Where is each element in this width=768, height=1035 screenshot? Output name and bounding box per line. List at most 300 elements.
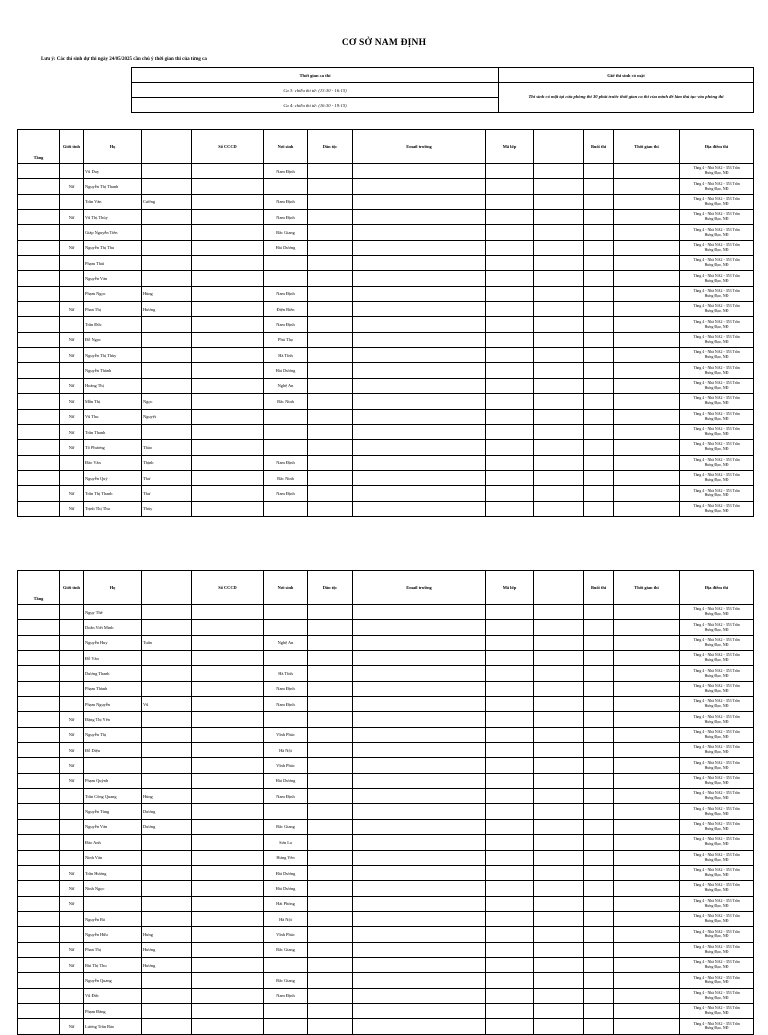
cccd-cell [192, 911, 264, 926]
location-cell [680, 865, 754, 880]
location-line-2: Hưng Đạo, NĐ [704, 734, 729, 739]
header-gender: Giới tính [60, 571, 84, 605]
buoithi-cell [584, 225, 614, 240]
ho-cell: Nguyễn Thị Thùy [84, 348, 142, 363]
ten-cell [142, 973, 192, 988]
malop-cell [486, 743, 534, 758]
noisinh-cell: Phú Thọ [264, 332, 308, 347]
malop-cell [486, 1003, 534, 1018]
ho-cell: Vũ Đức [84, 988, 142, 1003]
location-line-1: Tầng 4 - Nhà NA2 - 353 Trần [693, 381, 740, 386]
cccd-cell [192, 210, 264, 225]
ten-cell: Tuấn [142, 635, 192, 650]
table-row [18, 850, 754, 865]
extra-cell [534, 440, 584, 455]
buoithi-cell [584, 501, 614, 516]
tang-cell [18, 681, 60, 696]
extra-cell [534, 332, 584, 347]
email-cell [353, 804, 486, 819]
dantoc-cell [308, 635, 353, 650]
buoithi-cell [584, 881, 614, 896]
dantoc-cell [308, 409, 353, 424]
location-line-1: Tầng 4 - Nhà NA2 - 353 Trần [693, 1006, 740, 1011]
noisinh-cell [264, 804, 308, 819]
gender-cell [60, 164, 84, 179]
buoithi-cell [584, 789, 614, 804]
location-cell [680, 927, 754, 942]
noisinh-cell: Nam Định [264, 210, 308, 225]
ho-cell: Trần Công Quang [84, 789, 142, 804]
malop-cell [486, 727, 534, 742]
thoigian-cell [614, 317, 680, 332]
malop-cell [486, 240, 534, 255]
buoithi-cell [584, 378, 614, 393]
gender-cell: Nữ [60, 486, 84, 501]
malop-cell [486, 957, 534, 972]
dantoc-cell [308, 881, 353, 896]
gender-cell [60, 1003, 84, 1018]
location-line-2: Hưng Đạo, NĐ [704, 673, 729, 678]
dantoc-cell [308, 666, 353, 681]
malop-cell [486, 681, 534, 696]
email-cell [353, 896, 486, 911]
table-row [18, 440, 754, 455]
ten-cell: Thư [142, 486, 192, 501]
ten-cell [142, 911, 192, 926]
malop-cell [486, 758, 534, 773]
malop-cell [486, 363, 534, 378]
email-cell [353, 727, 486, 742]
ho-cell: Nguyễn Quang [84, 973, 142, 988]
buoithi-cell [584, 635, 614, 650]
cccd-cell [192, 973, 264, 988]
ten-cell: Thủy [142, 501, 192, 516]
location-cell [680, 681, 754, 696]
dantoc-cell [308, 164, 353, 179]
gender-cell: Nữ [60, 394, 84, 409]
cccd-cell [192, 666, 264, 681]
dantoc-cell [308, 789, 353, 804]
header-email: Email trường [353, 571, 486, 605]
dantoc-cell [308, 440, 353, 455]
ho-cell: Mẫn Thị [84, 394, 142, 409]
noisinh-cell: Hải Dương [264, 773, 308, 788]
location-line-2: Hưng Đạo, NĐ [704, 903, 729, 908]
location-line-2: Hưng Đạo, NĐ [704, 1011, 729, 1016]
cccd-cell [192, 194, 264, 209]
tang-cell [18, 286, 60, 301]
thoigian-cell [614, 240, 680, 255]
ho-cell: Nguyễn Hữu [84, 927, 142, 942]
ho-cell: Đỗ Ngọc [84, 332, 142, 347]
gender-cell [60, 470, 84, 485]
noisinh-cell: Điện Biên [264, 302, 308, 317]
ho-cell: Phạm Thành [84, 681, 142, 696]
location-line-1: Tầng 4 - Nhà NA2 - 353 Trần [693, 258, 740, 263]
location-cell [680, 911, 754, 926]
header-malop: Mã lớp [486, 571, 534, 605]
cccd-cell [192, 179, 264, 194]
buoithi-cell [584, 666, 614, 681]
email-cell [353, 635, 486, 650]
location-cell [680, 394, 754, 409]
malop-cell [486, 286, 534, 301]
thoigian-cell [614, 1003, 680, 1018]
noisinh-cell: Bắc Giang [264, 225, 308, 240]
ten-cell: Hùng [142, 789, 192, 804]
extra-cell [534, 271, 584, 286]
noisinh-cell [264, 440, 308, 455]
thoigian-cell [614, 651, 680, 666]
thoigian-cell [614, 194, 680, 209]
dantoc-cell [308, 424, 353, 439]
noisinh-cell [264, 957, 308, 972]
noisinh-cell [264, 605, 308, 620]
ho-cell: Ngụy Thế [84, 605, 142, 620]
ten-cell [142, 271, 192, 286]
ten-cell [142, 378, 192, 393]
tang-cell [18, 743, 60, 758]
thoigian-cell [614, 363, 680, 378]
location-line-1: Tầng 4 - Nhà NA2 - 353 Trần [693, 791, 740, 796]
thoigian-cell [614, 957, 680, 972]
location-line-1: Tầng 4 - Nhà NA2 - 353 Trần [693, 760, 740, 765]
location-cell [680, 973, 754, 988]
dantoc-cell [308, 973, 353, 988]
location-line-2: Hưng Đạo, NĐ [704, 980, 729, 985]
noisinh-cell: Vĩnh Phúc [264, 727, 308, 742]
location-line-2: Hưng Đạo, NĐ [704, 385, 729, 390]
tang-cell [18, 666, 60, 681]
tang-cell [18, 973, 60, 988]
dantoc-cell [308, 804, 353, 819]
location-line-1: Tầng 4 - Nhà NA2 - 353 Trần [693, 289, 740, 294]
email-cell [353, 394, 486, 409]
malop-cell [486, 635, 534, 650]
tang-cell [18, 789, 60, 804]
malop-cell [486, 773, 534, 788]
extra-cell [534, 394, 584, 409]
table-row [18, 486, 754, 501]
location-cell [680, 819, 754, 834]
gender-cell [60, 804, 84, 819]
location-line-1: Tầng 4 - Nhà NA2 - 353 Trần [693, 607, 740, 612]
tang-cell [18, 911, 60, 926]
extra-cell [534, 666, 584, 681]
noisinh-cell: Nghệ An [264, 378, 308, 393]
location-cell [680, 727, 754, 742]
dantoc-cell [308, 927, 353, 942]
tang-cell [18, 378, 60, 393]
email-cell [353, 819, 486, 834]
cccd-cell [192, 394, 264, 409]
extra-cell [534, 988, 584, 1003]
tang-cell [18, 651, 60, 666]
gender-cell: Nữ [60, 881, 84, 896]
location-cell [680, 697, 754, 712]
buoithi-cell [584, 455, 614, 470]
noisinh-cell: Hải Dương [264, 865, 308, 880]
gender-cell [60, 988, 84, 1003]
email-cell [353, 881, 486, 896]
buoithi-cell [584, 409, 614, 424]
location-line-2: Hưng Đạo, NĐ [704, 201, 729, 206]
ho-cell: Đỗ Văn [84, 651, 142, 666]
extra-cell [534, 697, 584, 712]
gender-cell [60, 455, 84, 470]
cccd-cell [192, 348, 264, 363]
email-cell [353, 179, 486, 194]
location-cell [680, 210, 754, 225]
location-line-1: Tầng 4 - Nhà NA2 - 353 Trần [693, 776, 740, 781]
dantoc-cell [308, 942, 353, 957]
location-cell [680, 164, 754, 179]
location-line-1: Tầng 4 - Nhà NA2 - 353 Trần [693, 990, 740, 995]
noisinh-cell: Hà Tĩnh [264, 666, 308, 681]
malop-cell [486, 302, 534, 317]
header-diadiem: Địa điểm thi [680, 130, 754, 164]
gender-cell: Nữ [60, 210, 84, 225]
email-cell [353, 681, 486, 696]
malop-cell [486, 697, 534, 712]
location-line-2: Hưng Đạo, NĐ [704, 401, 729, 406]
noisinh-cell: Hải Dương [264, 881, 308, 896]
thoigian-cell [614, 256, 680, 271]
extra-cell [534, 302, 584, 317]
location-cell [680, 1003, 754, 1018]
table-row [18, 1003, 754, 1018]
ten-cell [142, 348, 192, 363]
dantoc-cell [308, 727, 353, 742]
buoithi-cell [584, 194, 614, 209]
tang-cell [18, 271, 60, 286]
location-line-1: Tầng 4 - Nhà NA2 - 353 Trần [693, 457, 740, 462]
tang-cell [18, 850, 60, 865]
malop-cell [486, 501, 534, 516]
noisinh-cell: Vĩnh Phúc [264, 758, 308, 773]
gender-cell [60, 194, 84, 209]
header-buoithi: Buổi thi [584, 571, 614, 605]
gender-cell: Nữ [60, 957, 84, 972]
dantoc-cell [308, 286, 353, 301]
location-line-2: Hưng Đạo, NĐ [704, 432, 729, 437]
ho-cell: Nguyễn Bá [84, 911, 142, 926]
tang-cell [18, 317, 60, 332]
noisinh-cell: Nam Định [264, 164, 308, 179]
dantoc-cell [308, 712, 353, 727]
tang-cell [18, 942, 60, 957]
noisinh-cell [264, 620, 308, 635]
table-row [18, 332, 754, 347]
dantoc-cell [308, 697, 353, 712]
thoigian-cell [614, 271, 680, 286]
ho-cell: Nguyễn Thị Thanh [84, 179, 142, 194]
malop-cell [486, 348, 534, 363]
extra-cell [534, 835, 584, 850]
cccd-cell [192, 819, 264, 834]
table-row [18, 773, 754, 788]
thoigian-cell [614, 501, 680, 516]
location-cell [680, 942, 754, 957]
thoigian-cell [614, 440, 680, 455]
buoithi-cell [584, 179, 614, 194]
table-row [18, 743, 754, 758]
ten-cell [142, 727, 192, 742]
cccd-cell [192, 455, 264, 470]
gender-cell [60, 789, 84, 804]
malop-cell [486, 881, 534, 896]
malop-cell [486, 271, 534, 286]
buoithi-cell [584, 712, 614, 727]
location-cell [680, 666, 754, 681]
noisinh-cell [264, 424, 308, 439]
thoigian-cell [614, 455, 680, 470]
ho-cell: Phan Thị [84, 942, 142, 957]
email-cell [353, 409, 486, 424]
location-line-2: Hưng Đạo, NĐ [704, 309, 729, 314]
extra-cell [534, 881, 584, 896]
location-cell [680, 881, 754, 896]
table-row [18, 789, 754, 804]
table-row [18, 179, 754, 194]
table-row [18, 635, 754, 650]
location-line-2: Hưng Đạo, NĐ [704, 888, 729, 893]
cccd-cell [192, 942, 264, 957]
noisinh-cell: Sơn La [264, 835, 308, 850]
location-line-2: Hưng Đạo, NĐ [704, 811, 729, 816]
tang-cell [18, 470, 60, 485]
table-row [18, 927, 754, 942]
ho-cell: Đỗ Diệu [84, 743, 142, 758]
ten-cell [142, 712, 192, 727]
gender-cell: Nữ [60, 440, 84, 455]
email-cell [353, 164, 486, 179]
ten-cell: Ngọc [142, 394, 192, 409]
tang-cell [18, 635, 60, 650]
ten-cell [142, 681, 192, 696]
ten-cell [142, 240, 192, 255]
tang-cell [18, 927, 60, 942]
extra-cell [534, 850, 584, 865]
location-line-2: Hưng Đạo, NĐ [704, 688, 729, 693]
cccd-cell [192, 804, 264, 819]
location-cell [680, 988, 754, 1003]
header-cccd: Số CCCD [192, 130, 264, 164]
table-row [18, 819, 754, 834]
gender-cell: Nữ [60, 240, 84, 255]
location-cell [680, 194, 754, 209]
buoithi-cell [584, 317, 614, 332]
dantoc-cell [308, 240, 353, 255]
noisinh-cell: Bắc Giang [264, 819, 308, 834]
buoithi-cell [584, 973, 614, 988]
noisinh-cell: Nam Định [264, 486, 308, 501]
noisinh-cell: Nam Định [264, 317, 308, 332]
tang-cell [18, 1003, 60, 1018]
malop-cell [486, 409, 534, 424]
malop-cell [486, 712, 534, 727]
buoithi-cell [584, 240, 614, 255]
header-gender: Giới tính [60, 130, 84, 164]
malop-cell [486, 973, 534, 988]
schedule-table [131, 67, 754, 113]
buoithi-cell [584, 942, 614, 957]
ten-cell: Dương [142, 804, 192, 819]
malop-cell [486, 942, 534, 957]
tang-cell [18, 332, 60, 347]
email-cell [353, 927, 486, 942]
location-line-2: Hưng Đạo, NĐ [704, 171, 729, 176]
noisinh-cell: Hải Phòng [264, 896, 308, 911]
dantoc-cell [308, 773, 353, 788]
location-line-2: Hưng Đạo, NĐ [704, 293, 729, 298]
tang-cell [18, 773, 60, 788]
ten-cell [142, 620, 192, 635]
noisinh-cell [264, 712, 308, 727]
location-line-2: Hưng Đạo, NĐ [704, 995, 729, 1000]
thoigian-cell [614, 620, 680, 635]
location-cell [680, 225, 754, 240]
table-row [18, 286, 754, 301]
gender-cell [60, 850, 84, 865]
extra-cell [534, 210, 584, 225]
table-row [18, 681, 754, 696]
cccd-cell [192, 1019, 264, 1034]
ho-cell: Trần Văn [84, 194, 142, 209]
schedule-shift-3: Ca 3: chiều thi từ: (13:30 - 16:15) [132, 83, 499, 98]
tang-cell [18, 620, 60, 635]
gender-cell [60, 271, 84, 286]
cccd-cell [192, 363, 264, 378]
location-line-1: Tầng 4 - Nhà NA2 - 353 Trần [693, 637, 740, 642]
email-cell [353, 620, 486, 635]
cccd-cell [192, 409, 264, 424]
thoigian-cell [614, 712, 680, 727]
buoithi-cell [584, 911, 614, 926]
extra-cell [534, 256, 584, 271]
table-row [18, 240, 754, 255]
dantoc-cell [308, 865, 353, 880]
tang-cell [18, 240, 60, 255]
dantoc-cell [308, 302, 353, 317]
location-line-1: Tầng 4 - Nhà NA2 - 353 Trần [693, 852, 740, 857]
table-row [18, 317, 754, 332]
location-line-1: Tầng 4 - Nhà NA2 - 353 Trần [693, 898, 740, 903]
location-cell [680, 804, 754, 819]
dantoc-cell [308, 210, 353, 225]
location-line-1: Tầng 4 - Nhà NA2 - 353 Trần [693, 243, 740, 248]
email-cell [353, 240, 486, 255]
table-row [18, 302, 754, 317]
dantoc-cell [308, 911, 353, 926]
gender-cell [60, 911, 84, 926]
tang-cell [18, 819, 60, 834]
location-line-1: Tầng 4 - Nhà NA2 - 353 Trần [693, 883, 740, 888]
buoithi-cell [584, 743, 614, 758]
ho-cell: Nguyễn Thị [84, 727, 142, 742]
location-cell [680, 271, 754, 286]
location-line-2: Hưng Đạo, NĐ [704, 842, 729, 847]
thoigian-cell [614, 378, 680, 393]
gender-cell: Nữ [60, 743, 84, 758]
email-cell [353, 348, 486, 363]
location-line-2: Hưng Đạo, NĐ [704, 780, 729, 785]
malop-cell [486, 1019, 534, 1034]
location-cell [680, 470, 754, 485]
extra-cell [534, 804, 584, 819]
tang-cell [18, 256, 60, 271]
ho-cell: Phạm Ngọc [84, 286, 142, 301]
